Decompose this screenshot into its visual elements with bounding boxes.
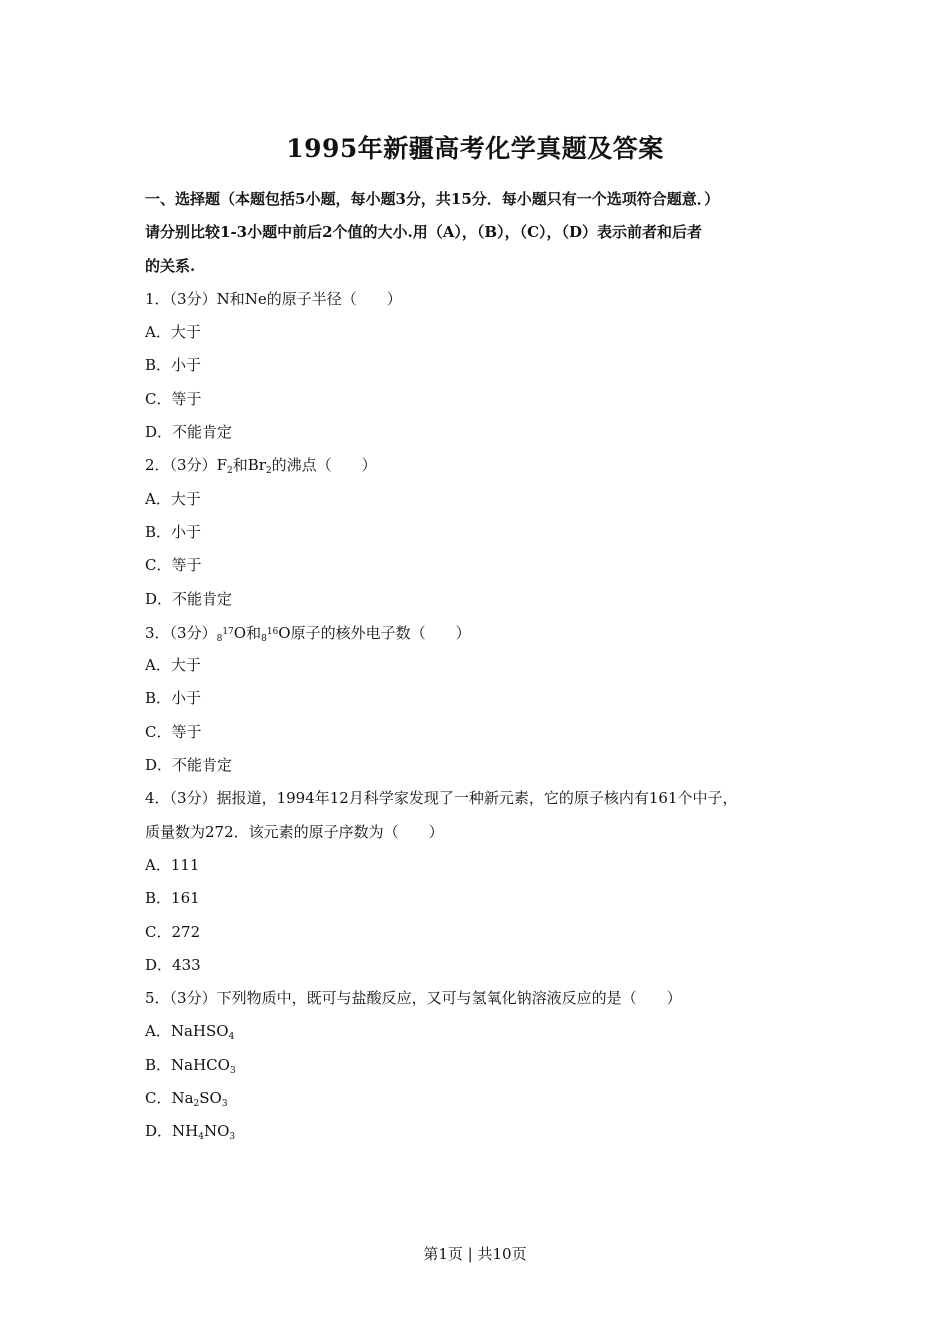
q5-option-c-text-2: SO bbox=[199, 1089, 222, 1108]
question-5-stem: 5．（3分）下列物质中，既可与盐酸反应，又可与氢氧化钠溶液反应的是（ ） bbox=[145, 989, 682, 1008]
q3-option-b: B．小于 bbox=[145, 689, 202, 708]
question-2-stem bbox=[145, 449, 813, 482]
q2-option-a: A．大于 bbox=[145, 489, 201, 508]
question-1-stem: 1．（3分）N和Ne的原子半径（ ） bbox=[145, 289, 402, 308]
q3-option-a: A．大于 bbox=[145, 656, 201, 675]
q3-text-suffix: O原子的核外电子数（ ） bbox=[278, 623, 471, 642]
q4-option-c: C．272 bbox=[145, 922, 201, 941]
question-3-stem bbox=[145, 616, 813, 649]
q5-option-d bbox=[145, 1115, 813, 1148]
instruction-line-1: 请分别比较1-3小题中前后2个值的大小.用（A），（B），（C），（D）表示前者和后者 bbox=[145, 223, 703, 242]
page-title: 1995年新疆高考化学真题及答案 bbox=[286, 134, 664, 163]
q3-text-mid: O和 bbox=[233, 623, 262, 642]
q4-option-b: B．161 bbox=[145, 889, 200, 908]
q5-option-d-text-2: NO bbox=[203, 1122, 230, 1141]
q3-atomic-number-1: 8 bbox=[216, 633, 223, 644]
question-4-stem-line-1: 4．（3分）据报道，1994年12月科学家发现了一种新元素，它的原子核内有161个中子， bbox=[145, 789, 738, 808]
q2-subscript-2: 2 bbox=[265, 466, 272, 477]
q5-option-c-subscript-2: 3 bbox=[221, 1099, 228, 1110]
q5-option-c bbox=[145, 1082, 813, 1115]
q2-text-prefix: 2．（3分）F bbox=[145, 456, 227, 475]
q5-option-a-text: A．NaHSO bbox=[145, 1022, 229, 1041]
q1-option-d: D．不能肯定 bbox=[145, 423, 233, 442]
q3-option-d: D．不能肯定 bbox=[145, 756, 233, 775]
exam-content bbox=[145, 183, 813, 1149]
section-heading: 一、选择题（本题包括5小题，每小题3分，共15分．每小题只有一个选项符合题意．） bbox=[145, 190, 720, 208]
q5-option-a bbox=[145, 1015, 813, 1048]
q5-option-d-subscript-2: 3 bbox=[229, 1132, 236, 1143]
q2-option-b: B．小于 bbox=[145, 522, 202, 541]
q2-option-d: D．不能肯定 bbox=[145, 589, 233, 608]
q5-option-c-subscript-1: 2 bbox=[193, 1099, 200, 1110]
q1-option-a: A．大于 bbox=[145, 323, 201, 342]
q3-atomic-number-2: 8 bbox=[261, 633, 267, 644]
q3-mass-number-1: 17 bbox=[222, 626, 234, 637]
q2-option-c: C．等于 bbox=[145, 556, 202, 575]
q2-text-mid: 和Br bbox=[232, 456, 266, 475]
question-4-stem-line-2: 质量数为272．该元素的原子序数为（ ） bbox=[145, 822, 444, 841]
q5-option-b-text: B．NaHCO bbox=[145, 1055, 230, 1074]
q3-option-c: C．等于 bbox=[145, 722, 202, 741]
q5-option-d-subscript-1: 4 bbox=[198, 1132, 204, 1143]
q5-option-a-subscript: 4 bbox=[228, 1032, 235, 1043]
q5-option-d-text-1: D．NH bbox=[145, 1122, 199, 1141]
q5-option-b bbox=[145, 1049, 813, 1082]
q2-text-suffix: 的沸点（ ） bbox=[271, 456, 377, 475]
q5-option-c-text-1: C．Na bbox=[145, 1089, 194, 1108]
q3-mass-number-2: 16 bbox=[266, 626, 279, 637]
q5-option-b-subscript: 3 bbox=[229, 1065, 236, 1076]
q2-subscript-1: 2 bbox=[227, 466, 233, 477]
page-footer: 第1页 | 共10页 bbox=[423, 1245, 527, 1263]
q4-option-d: D．433 bbox=[145, 955, 201, 974]
q4-option-a: A．111 bbox=[145, 855, 200, 874]
q1-option-b: B．小于 bbox=[145, 356, 202, 375]
q3-text-prefix: 3．（3分） bbox=[145, 623, 217, 642]
instruction-line-2: 的关系. bbox=[145, 256, 196, 275]
q1-option-c: C．等于 bbox=[145, 389, 202, 408]
